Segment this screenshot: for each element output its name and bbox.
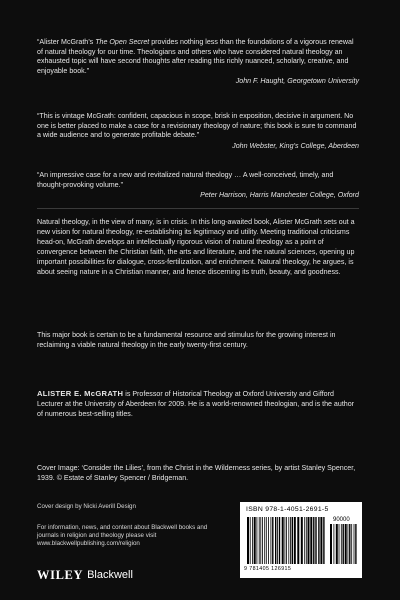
barcode-bar bbox=[354, 524, 355, 564]
barcode-bar bbox=[349, 524, 350, 564]
barcode-bar bbox=[290, 517, 291, 564]
wiley-logo-text: WILEY bbox=[37, 567, 84, 582]
author-name: ALISTER E. McGRATH bbox=[37, 389, 124, 398]
cover-design-credit: Cover design by Nicki Averill Design bbox=[37, 503, 136, 510]
barcode-bars bbox=[247, 517, 327, 564]
barcode-bar bbox=[277, 517, 278, 564]
barcode-bar bbox=[313, 517, 314, 564]
barcode-bar bbox=[323, 517, 324, 564]
quote-text: “Alister McGrath’s bbox=[37, 38, 96, 46]
barcode-bar bbox=[306, 517, 307, 564]
price-code: 90000 bbox=[333, 517, 350, 523]
quote-attribution: Peter Harrison, Harris Manchester College, Oxford bbox=[200, 191, 359, 200]
barcode-bar bbox=[257, 517, 258, 564]
barcode-bar bbox=[252, 517, 253, 564]
barcode-bar bbox=[334, 524, 335, 564]
description-paragraph-1: Natural theology, in the view of many, is in crisis. In this long-awaited book, Alister McGrath sets out a new vision for natural theology, re-establishing its legitimacy and utility. Meeting traditional criticisms head-on, McGrath develops an intellectually rigorous vision of natural theology as a point of convergence between the Christian faith, the arts and literature, and the natural sciences, opening up important possibilities for dialogue, cross-fertilization, and enrichment. Natural theology, he argues, is about seeing nature in a Christian manner, and hence discerning its truth, beauty, and goodness. bbox=[37, 218, 355, 276]
barcode-bar bbox=[260, 517, 261, 564]
barcode-bar bbox=[304, 517, 305, 564]
endorsement-quote-2 bbox=[37, 112, 359, 151]
barcode-bar bbox=[318, 517, 319, 564]
barcode-bar bbox=[266, 517, 267, 564]
barcode-bar bbox=[282, 517, 284, 564]
cover-image-credit: Cover Image: ‘Consider the Lilies’, from the Christ in the Wilderness series, by artist Stanley Spencer, 1939. © Estate of Stanley Spencer / Bridgeman. bbox=[37, 464, 356, 482]
barcode-bar bbox=[259, 517, 260, 564]
description-paragraph-2: This major book is certain to be a fundamental resource and stimulus for the growing interest in reclaiming a viable natural theology in the early twenty-first century. bbox=[37, 331, 336, 349]
barcode-addon-bars bbox=[330, 524, 357, 564]
barcode-bar bbox=[330, 524, 332, 564]
endorsement-quote-3 bbox=[37, 171, 359, 201]
barcode-bar bbox=[275, 517, 276, 564]
barcode-bar bbox=[301, 517, 303, 564]
barcode-bar bbox=[348, 524, 349, 564]
barcode-bar bbox=[355, 524, 356, 564]
barcode-bar bbox=[341, 524, 342, 564]
barcode-bar bbox=[308, 517, 310, 564]
author-bio-text: is Professor of Historical Theology at Oxford University and Gifford Lecturer at the University of Aberdeen for 2009. He is a world-renowned theologian, and is the author of numerous best-selling titles. bbox=[37, 390, 355, 418]
barcode-bar bbox=[268, 517, 269, 564]
barcode-bar bbox=[271, 517, 272, 564]
barcode-bar bbox=[264, 517, 265, 564]
book-title: The Open Secret bbox=[95, 38, 150, 46]
quote-attribution: John Webster, King’s College, Aberdeen bbox=[232, 141, 359, 150]
barcode-bar bbox=[336, 524, 338, 564]
quote-text: “This is vintage McGrath: confident, capacious in scope, brisk in exposition, decisive in argument. No one is better placed to make a case for a revisionary theology of nature; this book is sure to command a wide audience and to generate profitable debate.” bbox=[37, 112, 357, 140]
barcode-bar bbox=[339, 524, 340, 564]
barcode-bar bbox=[351, 524, 352, 564]
barcode-bar bbox=[345, 524, 347, 564]
quote-attribution: John F. Haught, Georgetown University bbox=[235, 77, 359, 86]
isbn-number: ISBN 978-1-4051-2691-5 bbox=[246, 506, 329, 513]
publisher-info: For information, news, and content about Blackwell books and journals in religion and theology please visit www.blackwellpublishing.com/religion bbox=[37, 524, 208, 548]
barcode-bar bbox=[343, 524, 344, 564]
quote-text: “An impressive case for a new and revitalized natural theology … A well-conceived, timely, and thought-provoking volume.” bbox=[37, 171, 334, 189]
barcode-bar bbox=[310, 517, 312, 564]
barcode-bar bbox=[262, 517, 263, 564]
barcode-bar bbox=[320, 517, 322, 564]
quote-text: provides nothing less than the foundations of a vigorous renewal of natural theology for our time. Theologians and others who have considered natural theology an exhausted topic will have second thoughts after reading this richly nuanced, scholarly, creative, and enjoyable book.” bbox=[37, 38, 354, 75]
barcode bbox=[240, 502, 362, 578]
publisher-logo bbox=[37, 568, 133, 582]
section-divider bbox=[37, 208, 359, 209]
endorsement-quote-1 bbox=[37, 38, 359, 87]
barcode-bar bbox=[250, 517, 251, 564]
barcode-bar bbox=[285, 517, 286, 564]
barcode-number: 9 781405 126915 bbox=[244, 566, 292, 572]
barcode-bar bbox=[294, 517, 296, 564]
barcode-bar bbox=[297, 517, 299, 564]
barcode-bar bbox=[292, 517, 293, 564]
barcode-bar bbox=[315, 517, 316, 564]
author-bio bbox=[37, 389, 361, 419]
barcode-bar bbox=[286, 517, 287, 564]
barcode-bar bbox=[272, 517, 273, 564]
barcode-bar bbox=[279, 517, 280, 564]
barcode-bar bbox=[288, 517, 289, 564]
barcode-bar bbox=[254, 517, 256, 564]
blackwell-logo-text: Blackwell bbox=[87, 569, 133, 581]
barcode-bar bbox=[247, 517, 249, 564]
